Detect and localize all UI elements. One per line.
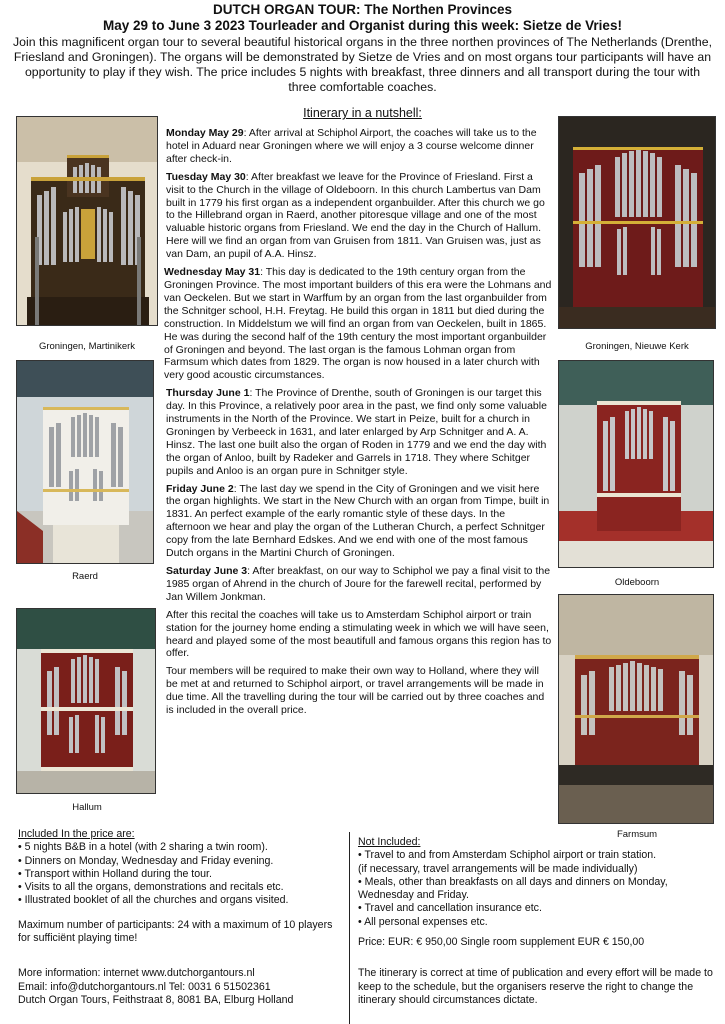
itinerary-thursday	[166, 387, 552, 477]
organ-image	[559, 117, 716, 329]
max-participants: Maximum number of participants: 24 with a maximum of 10 players for sufficiënt playing time!	[18, 918, 333, 945]
list-item-note: (if necessary, travel arrangements will be made individually)	[358, 862, 638, 875]
day-text: : After breakfast we leave for the Province of Friesland. First a visit to the Church in the village of Oldeboorn. In this church Lambertus van Dam built in 1779 his first organ as a independent organbuilder. After this church we go to the Hillebrand organ in Raerd, another pitoresque village and one of the most valuable historic organs from Friesland. We end the day in the Church of Hallum. Here will we find an organ from van Gruisen from 1811. Van Gruisen was, just as van Dam, an pupil of A.A. Hinsz.	[166, 170, 545, 261]
page-subtitle: May 29 to June 3 2023 Tourleader and Organist during this week: Sietze de Vries!	[103, 18, 622, 33]
contact-address: Dutch Organ Tours, Feithstraat 8, 8081 BA, Elburg Holland	[18, 993, 294, 1006]
itinerary-monday	[166, 127, 552, 166]
organ-image	[17, 609, 156, 794]
day-heading: Thursday June 1	[166, 387, 250, 400]
day-text: : After arrival at Schiphol Airport, the coaches will take us to the hotel in Aduard near Groningen where we will enjoy a 3 course welcome dinner after check-in.	[166, 127, 537, 165]
day-heading: Saturday June 3	[166, 565, 248, 577]
caption-raerd: Raerd	[72, 571, 98, 582]
itinerary-wednesday	[164, 266, 556, 382]
caption-martinikerk: Groningen, Martinikerk	[38, 341, 136, 352]
organ-photo-martinikerk	[16, 116, 158, 326]
itinerary-text	[166, 127, 552, 722]
day-heading: Wednesday May 31	[164, 266, 261, 279]
itinerary-saturday	[166, 565, 552, 604]
caption-nieuwe-kerk: Groningen, Nieuwe Kerk	[585, 341, 689, 352]
list-item-text: Travel and cancellation insurance etc.	[364, 902, 542, 915]
list-item: • Dinners on Monday, Wednesday and Friday evening.	[18, 855, 343, 868]
organ-image	[559, 361, 714, 568]
included-heading: Included In the price are:	[18, 828, 135, 840]
caption-farmsum: Farmsum	[616, 829, 658, 840]
day-heading: Tuesday May 30	[166, 170, 246, 183]
organ-photo-oldeboorn	[558, 360, 714, 568]
included-section	[18, 828, 343, 1007]
list-item: • Visits to all the organs, demonstrations and recitals etc.	[18, 881, 343, 894]
day-heading: Friday June 2	[166, 482, 234, 495]
organ-image	[559, 595, 714, 824]
column-divider	[349, 832, 350, 1024]
list-item: • Transport within Holland during the tour.	[18, 868, 343, 881]
page-title: DUTCH ORGAN TOUR: The Northen Provinces	[212, 2, 513, 17]
contact-email-phone: Email: info@dutchorgantours.nl Tel: 0031 6 51502361	[18, 980, 271, 993]
organ-image	[17, 361, 154, 564]
list-item-text: All personal expenses etc.	[364, 915, 488, 928]
caption-oldeboorn: Oldeboorn	[614, 577, 660, 588]
day-text: : After breakfast, on our way to Schiphol we pay a final visit to the 1985 organ of Ahrend in the church of Joure for the farewell recital, performed by Jan Willem Jonkman.	[166, 565, 551, 603]
organ-photo-raerd	[16, 360, 154, 564]
itinerary-heading: Itinerary in a nutshell:	[303, 106, 422, 120]
caption-hallum: Hallum	[72, 802, 102, 813]
contact-web: More information: internet www.dutchorgantours.nl	[18, 967, 255, 980]
list-item-text: Travel to and from Amsterdam Schiphol airport or train station.	[364, 849, 657, 862]
list-item: • Illustrated booklet of all the churches and organs visited.	[18, 894, 343, 907]
itinerary-tuesday	[166, 171, 552, 261]
day-heading: Monday May 29	[166, 127, 244, 139]
itinerary-travel-note: Tour members will be required to make their own way to Holland, where they will be met at and returned to Schiphol airport, or travel arrangements will be made in due time. All the travelling during the tour will be carried out by three coaches and is included in the overall price.	[166, 665, 545, 717]
organ-photo-hallum	[16, 608, 156, 794]
included-list	[18, 841, 343, 907]
list-item: • Travel to and from Amsterdam Schiphol airport or train station.	[358, 849, 657, 862]
not-included-section	[358, 836, 718, 1007]
day-text: : The last day we spend in the City of Groningen and we visit here the organ highlights. We start in the New Church with an organ from Timpe, built in 1831. An perfect example of the early romantic style of these days. In the afternoon we hear and play the organ of the Lutheran Church, a perfect Schnitger copy from the late Bernhard Edskes. And we end with one of the most famous Dutch organs in the Martini Church of Groningen.	[166, 482, 550, 560]
list-item: • Meals, other than breakfasts on all days and dinners on Monday, Wednesday and Friday.	[358, 875, 668, 902]
list-item-text: Meals, other than breakfasts on all days and dinners on Monday, Wednesday and Friday.	[358, 875, 668, 902]
list-item: • All personal expenses etc.	[358, 915, 488, 928]
list-item: • 5 nights B&B in a hotel (with 2 sharing a twin room).	[18, 841, 343, 854]
itinerary-after-recital: After this recital the coaches will take us to Amsterdam Schiphol airport or train station for the journey home ending a stimulating week in which we will have seen, heard and played some of the most beautifull and famous organs this region has to offer.	[166, 608, 552, 660]
day-text: : This day is dedicated to the 19th century organ from the Groningen Province. The most important builders of this era were the Lohmans and van Oeckelen. But we start in Warffum by an organ from the last organbuilder from the Schnitger school, H.H. Freytag. He build this organ in 1811 but died during the construction. In Middelstum we will find an organ from van Oeckelen, built in 1865. He was during the second half of the 19th century the most important organbuilder of Groningen and beyond. The last organ is the famous Lohman organ from Farmsum which dates from 1829. The organ is now housed in a later church with very good acoustic circumstances.	[164, 266, 552, 382]
not-included-heading: Not Included:	[358, 836, 421, 848]
organ-photo-nieuwe-kerk	[558, 116, 716, 329]
organ-image	[17, 117, 158, 326]
organ-photo-farmsum	[558, 594, 714, 824]
price-line: Price: EUR: € 950,00 Single room supplement EUR € 150,00	[358, 936, 645, 949]
disclaimer: The itinerary is correct at time of publication and every effort will be made to keep to the schedule, but the organisers reserve the right to change the itinerary should circumstances dictate.	[358, 967, 713, 1006]
day-text: : The Province of Drenthe, south of Groningen is our target this day. In this Province, a relatively poor area in the past, we find only some valuable instruments in the North of the Province. We start in Peize, built for a church in Groningen by Verbeeck in 1631, and later enlarged by Arp Schnitger and A. A. Hinsz. The last one built also the organ of Roden in 1779 and we end the day with the organ of Anloo, built by Radeker and Garrels in 1718. They where Schitger pupils and Anloo is an organ pure in Schnitger style.	[166, 387, 547, 477]
intro-paragraph: Join this magnificent organ tour to several beautiful historical organs in the three northen provinces of The Netherlands (Drenthe, Friesland and Groningen). The organs will be demonstrated by Sietze de Vries and on most organs tour participants will have an opportunity to play if they wish. The price includes 5 nights with breakfast, three dinners and all transport during the tour with three comfortable coaches.	[12, 35, 713, 94]
flyer-header	[0, 2, 725, 95]
list-item: • Travel and cancellation insurance etc.	[358, 902, 542, 915]
itinerary-friday	[166, 483, 552, 560]
